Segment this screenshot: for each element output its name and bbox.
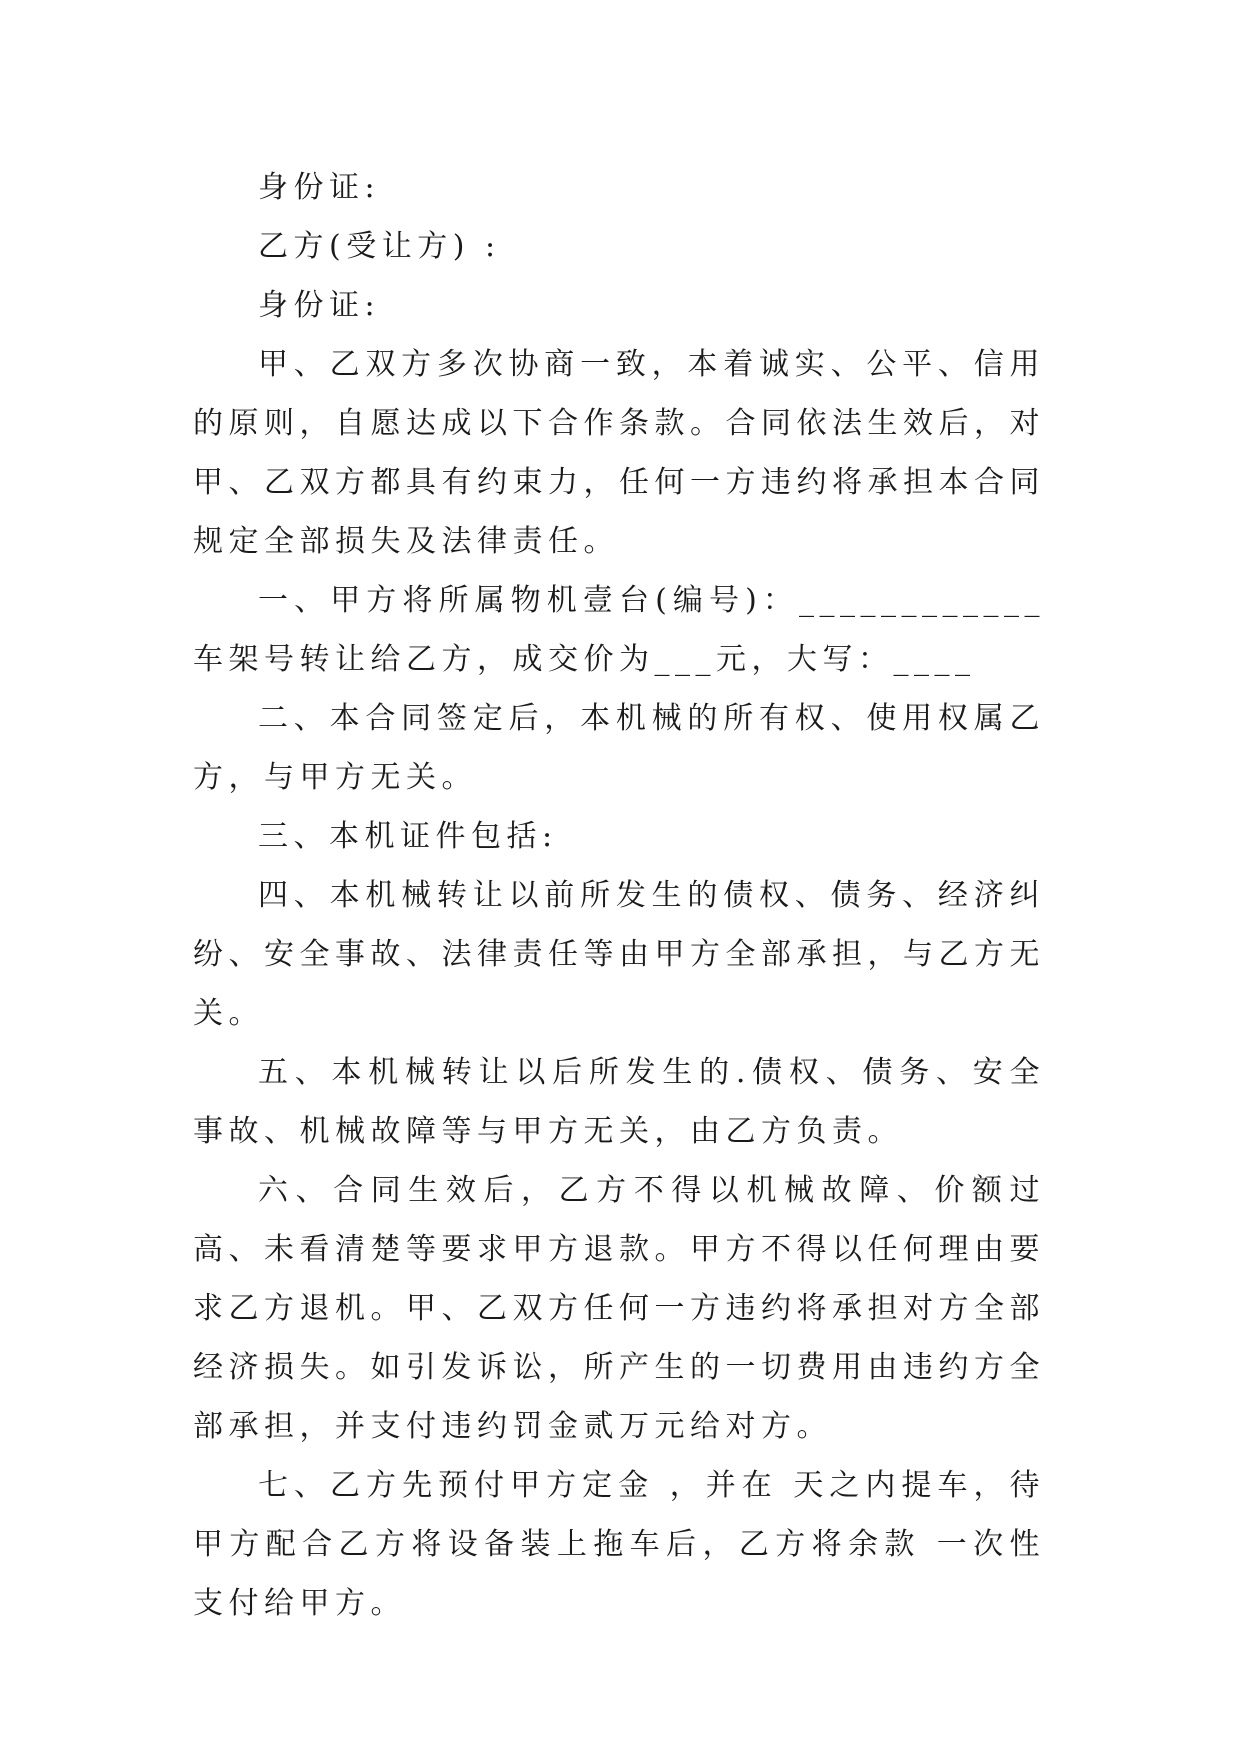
party-b-line: 乙方(受让方) : (258, 229, 501, 264)
party-b-id-line: 身份证: (258, 288, 381, 323)
clause-7: 七、乙方先预付甲方定金 ，并在 天之内提车，待甲方配合乙方将设备装上拖车后，乙方将余款 一次性支付给甲方。 (193, 1468, 1045, 1621)
clause-4: 四、本机械转让以前所发生的债权、债务、经济纠纷、安全事故、法律责任等由甲方全部承担，与乙方无关。 (193, 878, 1045, 1031)
clause-1: 一、甲方将所属物机壹台(编号)：____________车架号转让给乙方，成交价为___元，大写：____ (193, 583, 1045, 677)
party-a-id-line: 身份证: (258, 170, 381, 205)
preamble-paragraph: 甲、乙双方多次协商一致，本着诚实、公平、信用 的原则，自愿达成以下合作条款。合同依法生效后，对甲、乙双方都具有约束力，任何一方违约将承担本合同规定全部损失及法律责任。 (193, 347, 1061, 559)
contract-body (193, 158, 1061, 1633)
clause-3: 三、本机证件包括: (258, 819, 558, 854)
clause-2: 二、本合同签定后，本机械的所有权、使用权属乙方，与甲方无关。 (193, 701, 1045, 795)
clause-6: 六、合同生效后，乙方不得以机械故障、价额过高、未看清楚等要求甲方退款。甲方不得以任何理由要求乙方退机。甲、乙双方任何一方违约将承担对方全部经济损失。如引发诉讼，所产生的一切费用由违约方全部承担，并支付违约罚金贰万元给对方。 (193, 1173, 1045, 1444)
clause-5: 五、本机械转让以后所发生的.债权、债务、安全事故、机械故障等与甲方无关，由乙方负责。 (193, 1055, 1045, 1149)
